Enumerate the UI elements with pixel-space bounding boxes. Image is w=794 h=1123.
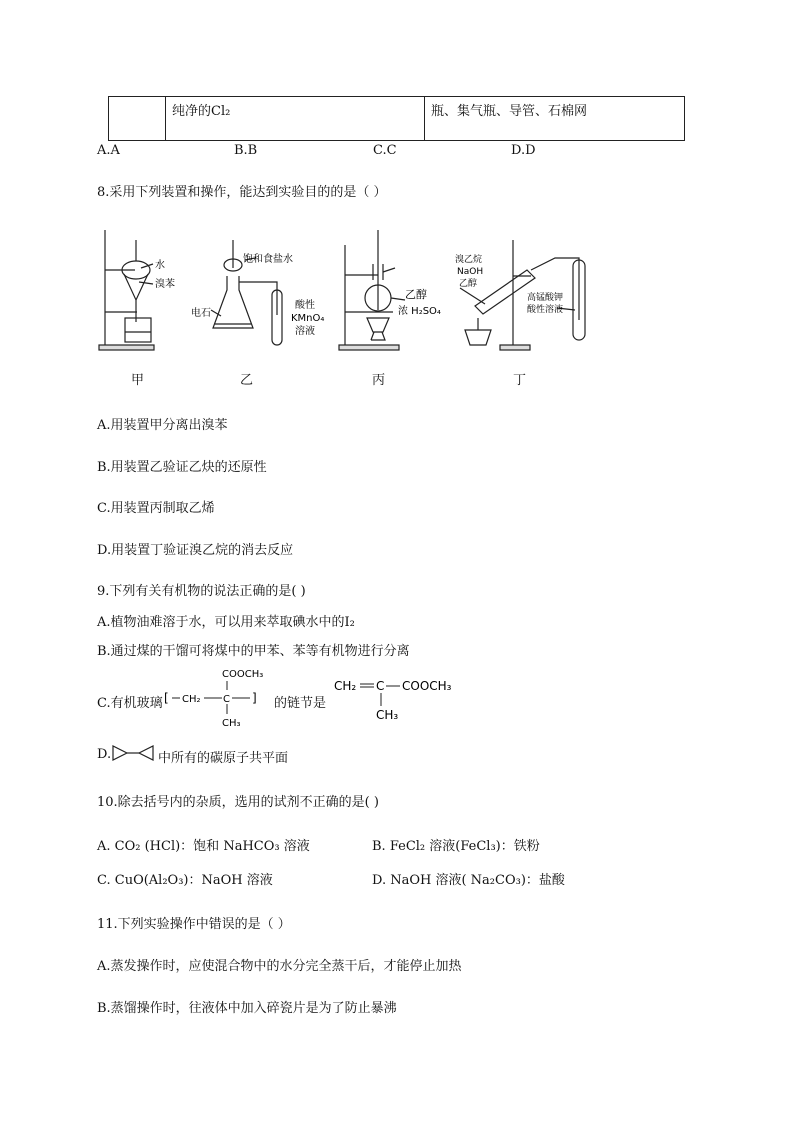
mono-ch3: CH₃ bbox=[376, 708, 399, 722]
poly-ch3: CH₃ bbox=[222, 718, 241, 729]
q9-option-d-suffix: 中所有的碳原子共平面 bbox=[158, 751, 289, 766]
table-cell-reagent: 纯净的Cl₂ bbox=[166, 97, 425, 141]
apparatus-label-ding: 丁 bbox=[513, 373, 527, 388]
label-kmno4: KMnO₄ bbox=[291, 313, 325, 324]
label-water: 水 bbox=[155, 260, 165, 271]
poly-c: C bbox=[223, 694, 230, 705]
q7-option-b: B.B bbox=[234, 143, 258, 158]
q9-option-c-prefix: C.有机玻璃 bbox=[97, 696, 163, 711]
apparatus-jia-drawing bbox=[99, 230, 154, 350]
mono-c: C bbox=[376, 679, 385, 693]
poly-cooch3: COOCH₃ bbox=[222, 669, 264, 680]
apparatus-label-yi: 乙 bbox=[240, 373, 254, 388]
apparatus-label-jia: 甲 bbox=[131, 373, 145, 388]
bicyclic-structure-icon bbox=[111, 744, 157, 762]
q7-option-c: C.C bbox=[373, 143, 397, 158]
apparatus-label-bing: 丙 bbox=[372, 373, 386, 388]
mono-ch2: CH₂ bbox=[334, 679, 357, 693]
q9-option-b: B.通过煤的干馏可将煤中的甲苯、苯等有机物进行分离 bbox=[97, 644, 410, 659]
q8-option-a: A.用装置甲分离出溴苯 bbox=[97, 418, 228, 433]
poly-ch2: CH₂ bbox=[182, 694, 201, 705]
label-solution: 溶液 bbox=[295, 326, 315, 337]
q10-option-a: A. CO₂ (HCl)：饱和 NaHCO₃ 溶液 bbox=[97, 839, 310, 854]
pmma-polymer-structure bbox=[162, 664, 272, 732]
q9-option-a: A.植物油难溶于水，可以用来萃取碘水中的I₂ bbox=[97, 615, 355, 630]
label-bromoethane: 溴乙烷 bbox=[455, 255, 483, 265]
q7-option-d: D.D bbox=[511, 143, 536, 158]
label-bromobenzene: 溴苯 bbox=[155, 279, 175, 290]
label-naoh: NaOH bbox=[457, 267, 484, 277]
table-cell-apparatus: 瓶、集气瓶、导管、石棉网 bbox=[425, 97, 685, 141]
label-acidic: 酸性 bbox=[295, 300, 315, 311]
q9-option-d-prefix: D. bbox=[97, 747, 112, 762]
mono-cooch3: COOCH₃ bbox=[402, 679, 452, 693]
answer-table bbox=[108, 96, 685, 141]
q11-option-b: B.蒸馏操作时，往液体中加入碎瓷片是为了防止暴沸 bbox=[97, 1001, 397, 1016]
poly-bracket-right: ] bbox=[252, 691, 257, 705]
label-carbide: 电石 bbox=[191, 308, 211, 319]
q8-apparatus-figure bbox=[95, 220, 615, 390]
q10-stem: 10.除去括号内的杂质，选用的试剂不正确的是( ) bbox=[97, 795, 379, 810]
table-cell-empty bbox=[109, 97, 166, 141]
q8-option-b: B.用装置乙验证乙炔的还原性 bbox=[97, 460, 267, 475]
q10-option-d: D. NaOH 溶液( Na₂CO₃)：盐酸 bbox=[372, 873, 565, 888]
q9-stem: 9.下列有关有机物的说法正确的是( ) bbox=[97, 584, 306, 599]
q8-option-d: D.用装置丁验证溴乙烷的消去反应 bbox=[97, 543, 294, 558]
q8-option-c: C.用装置丙制取乙烯 bbox=[97, 501, 215, 516]
label-brine: 饱和食盐水 bbox=[243, 254, 293, 265]
q7-option-a: A.A bbox=[97, 143, 120, 158]
poly-bracket-left: [ bbox=[164, 691, 169, 705]
q11-option-a: A.蒸发操作时，应使混合物中的水分完全蒸干后，才能停止加热 bbox=[97, 959, 462, 974]
q10-option-c: C. CuO(Al₂O₃)：NaOH 溶液 bbox=[97, 873, 273, 888]
apparatus-bing-drawing bbox=[339, 230, 405, 350]
label-kmno4-bottom: 酸性溶液 bbox=[527, 305, 564, 315]
label-kmno4-top: 高锰酸钾 bbox=[527, 293, 564, 303]
q11-stem: 11.下列实验操作中错误的是（ ） bbox=[97, 917, 291, 932]
label-ethanol: 乙醇 bbox=[405, 288, 427, 301]
mma-monomer-structure bbox=[334, 676, 474, 724]
label-conc-acid: 浓 H₂SO₄ bbox=[398, 306, 441, 317]
q9-option-c-middle: 的链节是 bbox=[274, 696, 327, 711]
label-ding-ethanol: 乙醇 bbox=[459, 279, 478, 289]
q8-stem: 8.采用下列装置和操作，能达到实验目的的是（ ） bbox=[97, 185, 387, 200]
q10-option-b: B. FeCl₂ 溶液(FeCl₃)：铁粉 bbox=[372, 839, 540, 854]
